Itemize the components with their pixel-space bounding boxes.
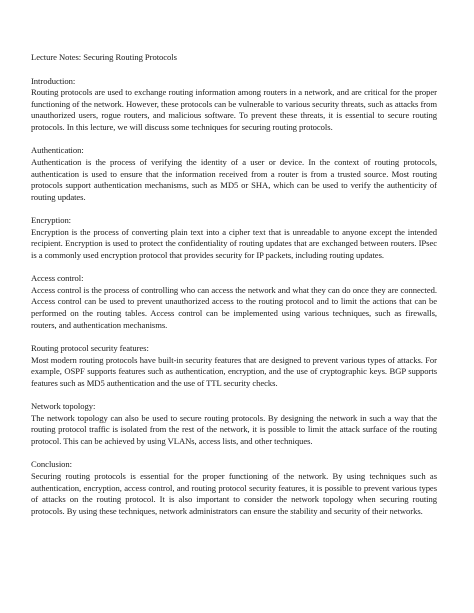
section-introduction [31, 76, 437, 134]
document-page [31, 52, 437, 529]
section-body: Routing protocols are used to exchange routing information among routers in a network, and are critical for the proper functioning of the network. However, these protocols can be vulnerable to various security threats, such as attacks from unauthorized users, rogue routers, and malicious software. To prevent these threats, it is essential to secure routing protocols. In this lecture, we will discuss some techniques for securing routing protocols. [31, 87, 437, 132]
section-heading: Routing protocol security features: [31, 343, 149, 354]
section-heading: Authentication: [31, 145, 84, 156]
section-encryption [31, 215, 437, 261]
section-body: The network topology can also be used to secure routing protocols. By designing the network in such a way that the routing protocol traffic is isolated from the rest of the network, it is possible to limit the attack surface of the routing protocol. This can be achieved by using VLANs, access lists, and other techniques. [31, 412, 437, 447]
section-heading: Conclusion: [31, 459, 72, 470]
section-body: Securing routing protocols is essential for the proper functioning of the network. By using techniques such as authentication, encryption, access control, and routing protocol security features, it is possible to prevent various types of attacks on the routing protocol. It is also important to consider the network topology when securing routing protocols. By using these techniques, network administrators can ensure the stability and security of their networks. [31, 471, 437, 516]
section-routing-protocol-security-features [31, 343, 437, 389]
section-heading: Access control: [31, 273, 84, 284]
section-body: Most modern routing protocols have built-in security features that are designed to prevent various types of attacks. For example, OSPF supports features such as authentication, encryption, and the use of cryptographic keys. BGP supports features such as MD5 authentication and the use of TTL security checks. [31, 354, 437, 388]
section-access-control [31, 273, 437, 331]
section-body: Authentication is the process of verifying the identity of a user or device. In the context of routing protocols, authentication is used to ensure that the information received from a router is from a trusted source. Most routing protocols support authentication mechanisms, such as MD5 or SHA, which can be used to verify the authenticity of routing updates. [31, 156, 437, 202]
section-heading: Encryption: [31, 215, 72, 226]
section-heading: Network topology: [31, 401, 96, 412]
section-conclusion [31, 459, 437, 517]
section-body: Encryption is the process of converting plain text into a cipher text that is unreadable to anyone except the intended recipient. Encryption is used to protect the confidentiality of routing updates that are exchanged between routers. IPsec is a commonly used encryption protocol that provides security for IP packets, including routing updates. [31, 226, 437, 260]
section-heading: Introduction: [31, 75, 76, 86]
section-network-topology [31, 401, 437, 447]
document-title: Lecture Notes: Securing Routing Protocols [31, 52, 177, 62]
section-authentication [31, 145, 437, 203]
section-body: Access control is the process of controlling who can access the network and what they can do once they are connected. Access control can be used to prevent unauthorized access to the routing protocol and to limit the actions that can be performed on the routing tables. Access control can be implemented using various techniques, such as firewalls, routers, and authentication mechanisms. [31, 284, 437, 330]
